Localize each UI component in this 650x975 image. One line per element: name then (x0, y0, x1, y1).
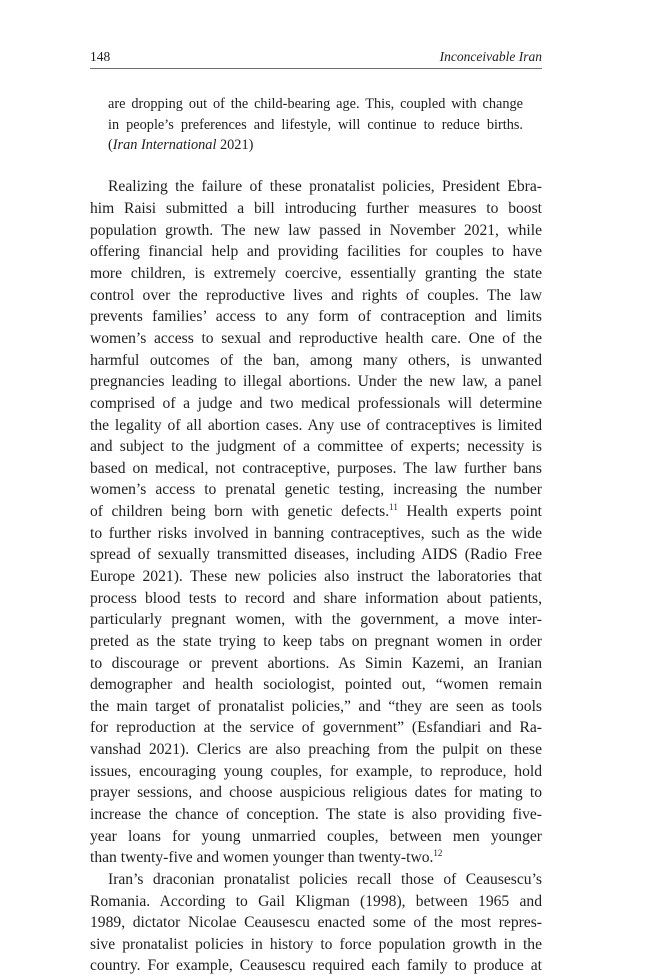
body-line: process blood tests to record and share information about patients, (90, 590, 542, 607)
running-title: Inconceivable Iran (439, 49, 542, 64)
body-line: demographer and health sociologist, pointed out, “women remain (90, 676, 542, 693)
citation-open: ( (108, 137, 113, 153)
body-line: Europe 2021). These new policies also instruct the laboratories that (90, 568, 542, 585)
body-line: harmful outcomes of the ban, among many others, is unwanted (90, 352, 542, 369)
body-line: particularly pregnant women, with the government, a move inter- (90, 611, 542, 628)
quote-line: in people’s preferences and lifestyle, will continue to reduce births. (108, 117, 523, 133)
body-line: to discourage or prevent abortions. As Simin Kazemi, an Iranian (90, 655, 542, 672)
body-line (90, 849, 542, 867)
body-line: women’s access to sexual and reproductive health care. One of the (90, 330, 542, 347)
body-line: Romania. According to Gail Kligman (1998), between 1965 and (90, 893, 542, 910)
body-line: offering financial help and providing facilities for couples to have (90, 243, 542, 260)
body-line: based on medical, not contraceptive, purposes. The law further bans (90, 460, 542, 477)
body-line: 1989, dictator Nicolae Ceausescu enacted some of the most repres- (90, 914, 542, 931)
citation-source: Iran International (112, 137, 217, 153)
body-line: the legality of all abortion cases. Any use of contraceptives is limited (90, 417, 542, 434)
body-line: vanshad 2021). Clerics are also preaching from the pulpit on these (90, 741, 542, 758)
body-line: for reproduction at the service of government” (Esfandiari and Ra- (90, 719, 542, 736)
body-line: women’s access to prenatal genetic testing, increasing the number (90, 481, 542, 498)
body-line: preted as the state trying to keep tabs on pregnant women in order (90, 633, 542, 650)
body-line: and subject to the judgment of a committee of experts; necessity is (90, 438, 542, 455)
running-header (90, 46, 542, 69)
quote-line (108, 137, 523, 154)
body-line: control over the reproductive lives and rights of couples. The law (90, 287, 542, 304)
body-line: him Raisi submitted a bill introducing further measures to boost (90, 200, 542, 217)
body-line: the main target of pronatalist policies,” and “they are seen as tools (90, 698, 542, 715)
body-line (90, 503, 542, 521)
body-line: sive pronatalist policies in history to force population growth in the (90, 936, 542, 953)
body-line: prevents families’ access to any form of contraception and limits (90, 308, 542, 325)
footnote-ref-11[interactable]: 11 (389, 502, 398, 512)
body-line: more children, is extremely coercive, essentially granting the state (90, 265, 542, 282)
body-line: country. For example, Ceausescu required each family to produce at (90, 957, 542, 974)
body-line: to further risks involved in banning contraceptives, such as the wide (90, 525, 542, 542)
body-line: increase the chance of conception. The state is also providing five- (90, 806, 542, 823)
body-line: Iran’s draconian pronatalist policies recall those of Ceausescu’s (108, 871, 542, 888)
body-line: comprised of a judge and two medical professionals will determine (90, 395, 542, 412)
footnote-ref-12[interactable]: 12 (433, 848, 443, 858)
citation-year: 2021) (216, 137, 254, 153)
body-line: population growth. The new law passed in November 2021, while (90, 222, 542, 239)
page-number: 148 (90, 49, 111, 64)
body-line: year loans for young unmarried couples, between men younger (90, 828, 542, 845)
body-line: prayer sessions, and choose auspicious religious dates for mating to (90, 784, 542, 801)
quote-line: are dropping out of the child-bearing age. This, coupled with change (108, 96, 523, 112)
body-text-run: of children being born with genetic defects. (90, 503, 390, 520)
body-line: pregnancies leading to illegal abortions. Under the new law, a panel (90, 373, 542, 390)
body-line: Realizing the failure of these pronatalist policies, President Ebra- (108, 178, 542, 195)
body-text-run: Health experts point (397, 503, 542, 520)
body-line: spread of sexually transmitted diseases, including AIDS (Radio Free (90, 546, 542, 563)
body-line: issues, encouraging young couples, for example, to reproduce, hold (90, 763, 542, 780)
body-text-run: than twenty-five and women younger than twenty-two. (90, 849, 434, 866)
